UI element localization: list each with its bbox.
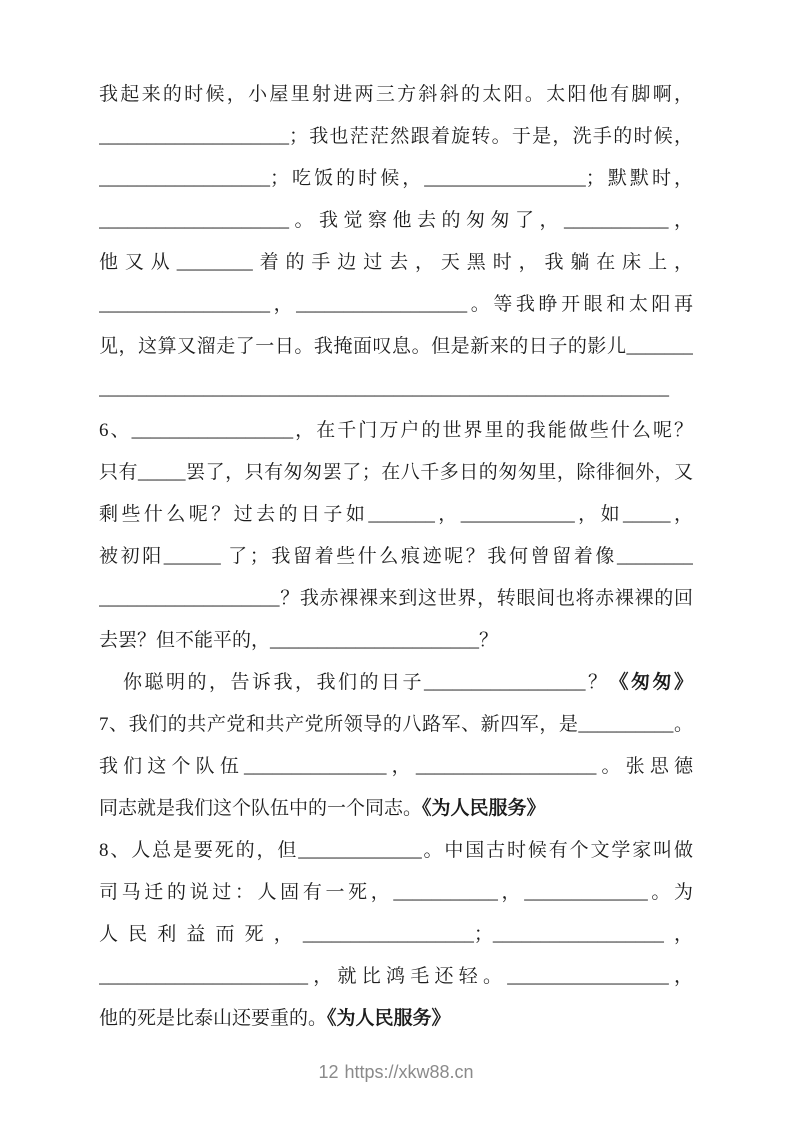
passage-line — [99, 200, 693, 242]
blank-underline-row — [99, 368, 693, 410]
line-text: 去罢？但不能平的，______________________？ — [99, 630, 499, 651]
passage-line — [99, 452, 693, 494]
line-text: 你聪明的，告诉我，我们的日子_________________？ — [123, 672, 610, 693]
passage-line — [99, 998, 693, 1040]
passage-line — [99, 74, 693, 116]
line-text: 只有_____罢了，只有匆匆罢了；在八千多日的匆匆里，除徘徊外，又 — [99, 462, 693, 483]
passage-line — [99, 326, 693, 368]
passage-line — [99, 242, 693, 284]
watermark-url: https://xkw88.cn — [344, 1062, 474, 1082]
line-text: 见，这算又溜走了一日。我掩面叹息。但是新来的日子的影儿_______ — [99, 336, 693, 357]
line-text: 他的死是比泰山还要重的。 — [99, 1008, 328, 1029]
passage-line — [99, 284, 693, 326]
line-text: __________________，__________________。等我睁开眼和太阳再 — [99, 294, 693, 315]
line-text: ____________________________________________________________ — [99, 378, 669, 399]
line-text: 8、人总是要死的，但_____________。中国古时候有个文学家叫做 — [99, 840, 693, 861]
line-text: __________________；吃饭的时候，_________________；默默时， — [99, 168, 693, 189]
passage-line — [99, 872, 693, 914]
passage-line — [99, 116, 693, 158]
passage-line — [99, 578, 693, 620]
line-text: 7、我们的共产党和共产党所领导的八路军、新四军，是__________。 — [99, 714, 693, 735]
line-text: 人民利益而死，__________________；__________________， — [99, 924, 693, 945]
line-text: ____________________；我也茫茫然跟着旋转。于是，洗手的时候， — [99, 126, 693, 147]
question-8-line — [99, 830, 693, 872]
passage-line — [99, 914, 693, 956]
line-text: 我起来的时候，小屋里射进两三方斜斜的太阳。太阳他有脚啊， — [99, 84, 693, 105]
passage-line — [99, 746, 693, 788]
line-text: 同志就是我们这个队伍中的一个同志。 — [99, 798, 423, 819]
line-text: 剩些什么呢？过去的日子如_______，____________，如_____， — [99, 504, 693, 525]
source-title: 《为人民服务》 — [422, 798, 546, 819]
passage-line — [99, 536, 693, 578]
passage-line — [99, 788, 693, 830]
line-text: 被初阳______ 了；我留着些什么痕迹呢？我何曾留着像________ — [99, 546, 693, 567]
passage-line — [99, 956, 693, 998]
passage-line — [99, 620, 693, 662]
source-title: 《为人民服务》 — [327, 1008, 451, 1029]
line-text: 6、_________________，在千门万户的世界里的我能做些什么呢？ — [99, 420, 693, 441]
line-text: 他又从________着的手边过去，天黑时，我躺在床上， — [99, 252, 693, 273]
passage-line — [99, 494, 693, 536]
question-7-line — [99, 704, 693, 746]
line-text: ____________________。我觉察他去的匆匆了，___________， — [99, 210, 693, 231]
page-footer — [99, 1061, 693, 1083]
line-text: 司马迁的说过：人固有一死，___________，_____________。为 — [99, 882, 693, 903]
passage-line — [99, 158, 693, 200]
line-text: ___________________？我赤裸裸来到这世界，转眼间也将赤裸裸的回 — [99, 588, 693, 609]
question-6-line — [99, 410, 693, 452]
source-title: 《匆匆》 — [609, 672, 693, 693]
page-number: 12 — [318, 1062, 339, 1082]
line-text: 我们这个队伍_______________，___________________。张思德 — [99, 756, 693, 777]
passage-line — [99, 662, 693, 704]
line-text: ______________________，就比鸿毛还轻。_________________， — [99, 966, 693, 987]
